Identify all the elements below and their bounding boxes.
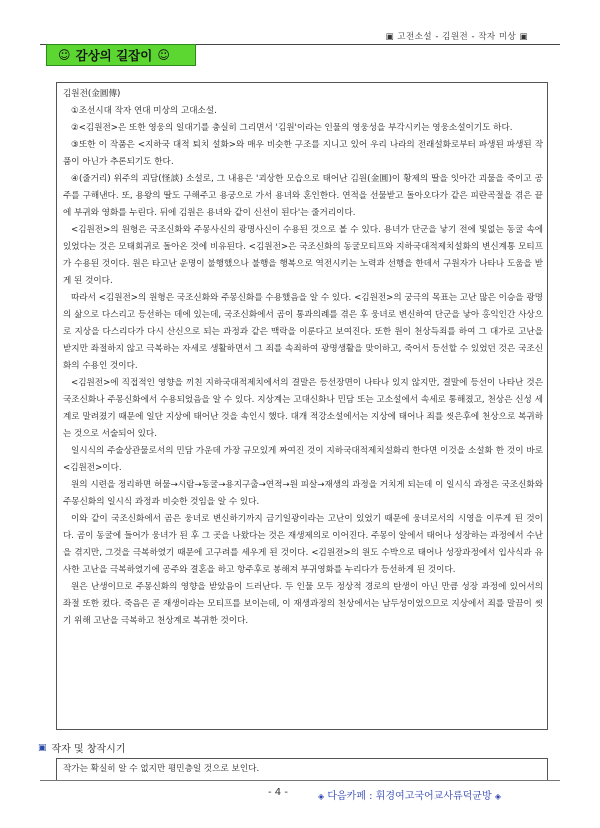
running-header: ▣ 고전소설 - 김원전 - 작자 미상 ▣: [385, 32, 528, 42]
smiley-left-icon: ☺: [58, 48, 71, 62]
paragraph: 이와 같이 국조신화에서 곰은 웅녀로 변신하기까지 금기일광이라는 고난이 있었기 때문에 웅녀로서의 시영을 이루게 된 것이다. 곰이 동굴에 들어가 웅녀가 된 후 그 곳을 나왔다는 것은 재생제의로 이어진다. 주몽이 알에서 태어나 성장하는 과정에서 수난을 겪지만, 그것을 극복하였기 때문에 고구려를 세우게 된 것이다. <김원전>의 원도 수박으로 태어나 성장과정에서 입사식과 유사한 고난을 극복하였기에 공주와 결혼을 하고 항주후로 봉해져 부귀영화를 누리다가 등선하게 된 것이다.: [63, 514, 543, 575]
page-number: - 4 -: [268, 787, 288, 798]
paragraph: 따라서 <김원전>의 원형은 국조신화와 주몽신화를 수용했음을 알 수 있다. <김원전>의 궁극의 목표는 고난 많은 이승을 광명의 삶으로 다스리고 등선하는 데에 있는데, 국조신화에서 곰이 통과의례를 겪은 후 웅녀로 변신하여 단군을 낳아 홍익인간 사상으로 지상을 다스리다가 다시 산신으로 되는 과정과 같은 맥락을 이룬다고 보여진다. 또한 원이 천상득죄를 하여 그 대가로 고난을 받지만 좌절하지 않고 극복하는 자세로 생활하면서 그 죄를 속죄하여 광명생활을 맞이하고, 죽어서 등선할 수 있었던 것은 국조신화의 수용인 것이다.: [63, 293, 543, 371]
paragraph: <김원전>에 직접적인 영향을 끼친 지하국대적제치에서의 결말은 등선장면이 나타나 있지 않지만, 결말에 등선이 나타난 것은 국조신화나 주몽신화에서 수용되었음을 알 수 있다. 지상계는 고대신화나 민담 또는 고소설에서 속세로 통해졌고, 천상은 신성 세계로 말려졌기 때문에 일단 지상에 태어난 것을 속인시 했다. 대개 적강소설에서는 지상에 태어나 죄를 씻은후에 천상으로 복귀하는 것으로 서술되어 있다.: [63, 378, 543, 439]
paragraph: ②<김원전>은 또한 영웅의 일대기를 충실히 그리면서 '김원'이라는 인물의 영웅성을 부각시키는 영웅소설이기도 하다.: [71, 123, 513, 133]
paragraph: 원의 시련을 정리하면 허물→시람→동굴→용지구출→연적→원 피살→재생의 과정을 거치게 되는데 이 일시식 과정은 국조신화와 주몽신화의 일시식 과정과 비슷한 것임을 알 수 있다.: [63, 480, 543, 507]
square-bullet-icon: ▣: [38, 742, 47, 753]
author-period-label: 작자 및 창작시기: [51, 744, 126, 755]
author-period-text: 작가는 확실히 알 수 없지만 평민층일 것으로 보인다.: [63, 764, 260, 774]
author-period-heading: [38, 740, 126, 755]
cafe-link[interactable]: [318, 787, 501, 802]
smiley-right-icon: ☺: [157, 48, 170, 62]
footer-rule: [40, 780, 560, 781]
cafe-link-label: 다음카페 : 휘경여고국어교사류덕균방: [327, 791, 492, 802]
paragraph: <김원전>의 원형은 국조신화와 주몽사신의 광명사신이 수용된 것으로 볼 수 있다. 용녀가 단군을 낳기 전에 빛없는 동굴 속에 있었다는 것은 모태회귀로 돌아온 것에 비유된다. <김원전>은 국조신화의 동굴모티프와 지하국대적제치설화의 변신계통 모티프가 수용된 것이다. 원은 타고난 운명이 불행했으나 불행을 행복으로 역전시키는 노력과 선행을 한데서 구원자가 나타나 도움을 받게 된 것이다.: [63, 225, 543, 286]
work-title: 김원전(金圓傳): [63, 89, 121, 99]
author-period-box: [56, 758, 548, 780]
appreciation-guide-box: [56, 82, 548, 730]
paragraph: ①조선시대 작자 연대 미상의 고대소설.: [71, 106, 217, 116]
section-title: 감상의 길잡이: [75, 48, 153, 63]
section-title-box: [46, 44, 196, 66]
paragraph: 일시식의 주술상관물로서의 민담 가운데 가장 규모있게 짜여진 것이 지하국대적제치설화리 한다면 이것을 소설화 한 것이 바로 <김원전>이다.: [63, 446, 543, 473]
diamond-right-icon: ◈: [494, 792, 501, 801]
diamond-left-icon: ◈: [318, 792, 325, 801]
paragraph: 원은 난생이므로 주몽신화의 영향을 받았음이 드러난다. 두 인물 모두 정상적 경로의 탄생이 아닌 만큼 성장 과정에 있어서의 좌절 또한 컸다. 죽음은 곧 재생이라는 모티프를 보이는데, 이 재생과정의 천상에서는 남두성이었으므로 지상에서 죄를 말끔이 씻기 위해 고난을 극복하고 천상계로 복귀한 것이다.: [63, 582, 543, 626]
paragraph: ③또한 이 작품은 <지하국 대적 퇴치 설화>와 매우 비슷한 구조를 지니고 있어 우리 나라의 전래설화로부터 파생된 파생된 작품이 아닌가 추론되기도 한다.: [63, 140, 543, 167]
paragraph: ④(줄거리) 위주의 괴담(怪談) 소설로, 그 내용은 '괴상한 모습으로 태어난 김원(金圓)이 황제의 딸을 잇아간 괴물을 죽이고 공주를 구해낸다. 또, 용왕의 딸도 구해주고 용궁으로 가서 용녀와 혼인한다. 연적을 선물받고 돌아오다가 같은 피란곡절을 겪은 끝에 부귀와 영화를 누린다. 뒤에 김원은 용녀와 같이 신선이 된다'는 줄거리이다.: [63, 174, 543, 218]
